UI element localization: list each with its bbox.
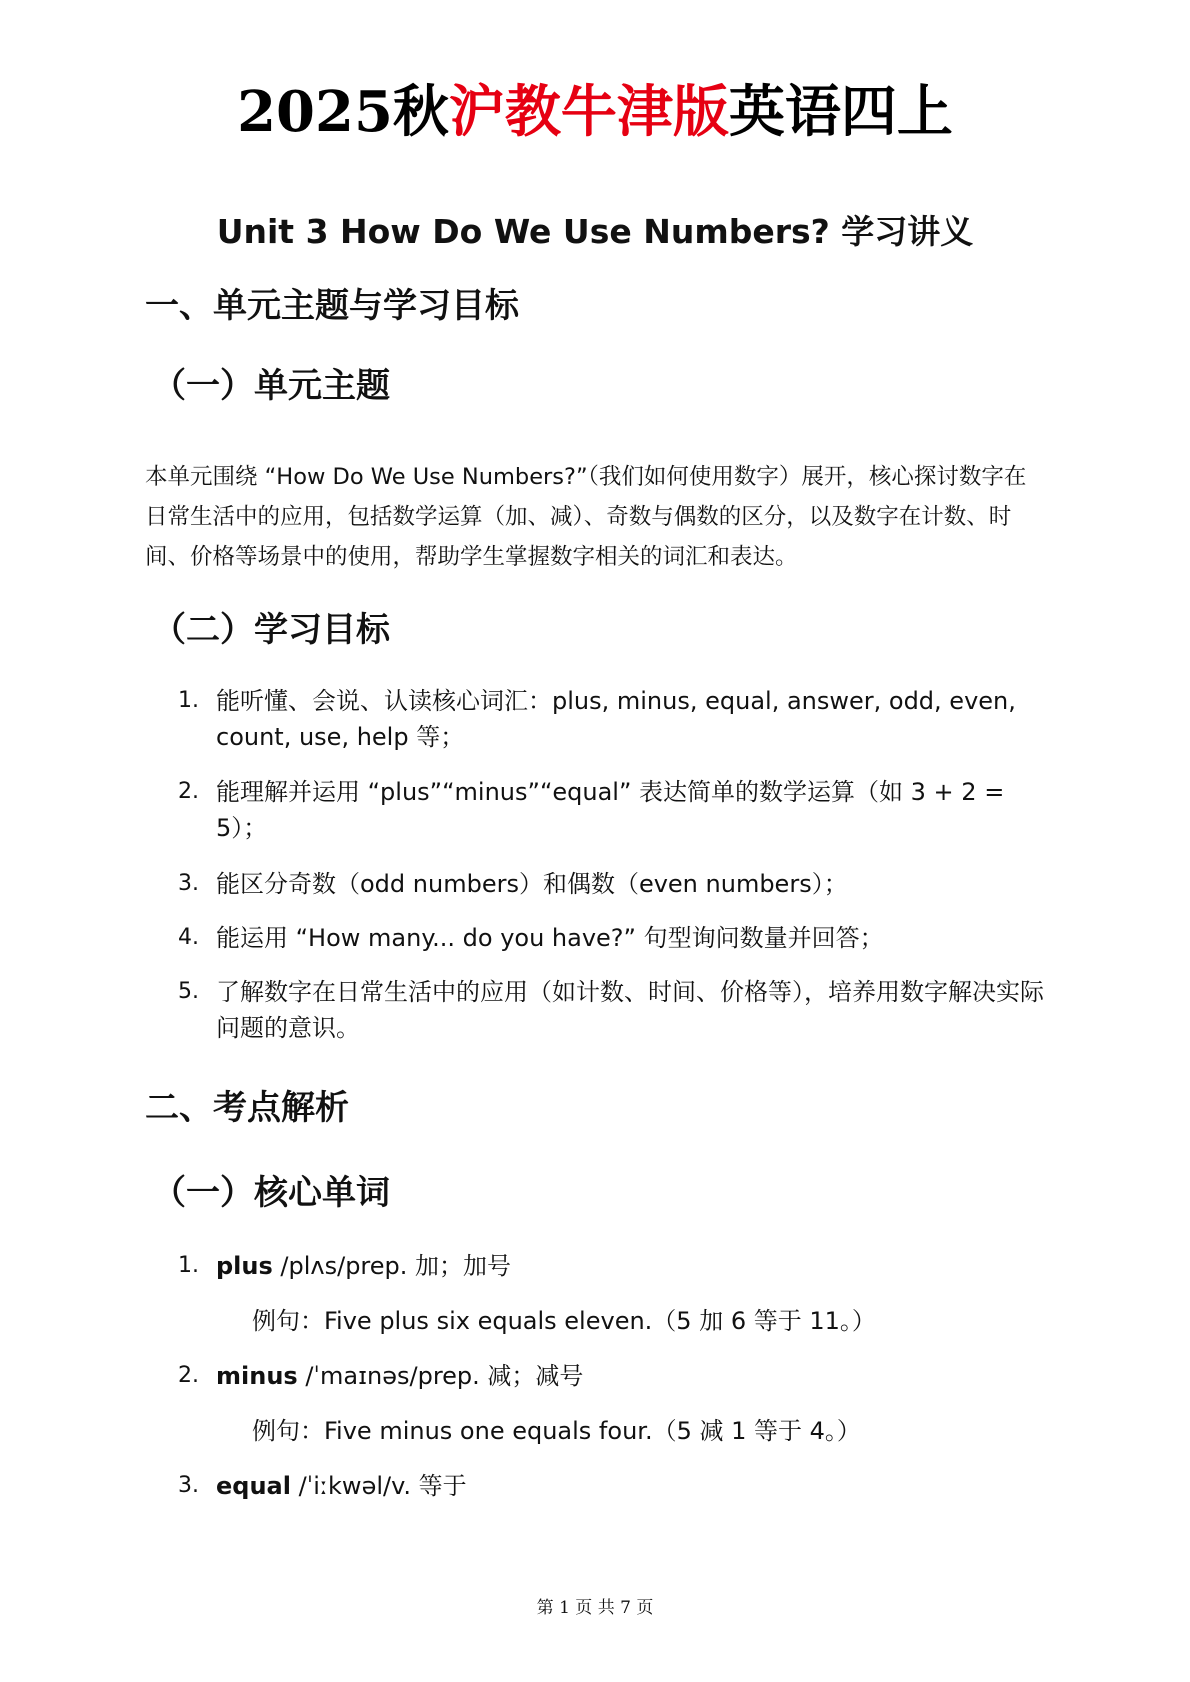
subsection-heading-vocabulary: （一）核心单词 — [152, 1173, 390, 1213]
goal-text: 能听懂、会说、认读核心词汇：plus, minus, equal, answer, odd, even, count, use, help 等； — [216, 687, 1016, 751]
vocab-item — [178, 1468, 1058, 1504]
goal-item — [178, 974, 1058, 1046]
goal-number: 1. — [178, 688, 199, 713]
goal-number: 4. — [178, 925, 199, 950]
goal-number: 3. — [178, 871, 199, 896]
vocab-word: equal — [216, 1472, 291, 1500]
goal-number: 2. — [178, 779, 199, 804]
goal-text: 能理解并运用 “plus”“minus”“equal” 表达简单的数学运算（如 3 + 2 = 5）； — [216, 778, 1005, 842]
vocab-example: 例句：Five minus one equals four.（5 减 1 等于 4。） — [252, 1417, 861, 1445]
subsection-heading-theme: （一）单元主题 — [152, 366, 390, 406]
goal-text: 能区分奇数（odd numbers）和偶数（even numbers）； — [216, 870, 848, 898]
goal-item — [178, 866, 1058, 902]
goal-item — [178, 774, 1058, 846]
vocab-example: 例句：Five plus six equals eleven.（5 加 6 等于 11。） — [252, 1307, 876, 1335]
vocab-number: 3. — [178, 1473, 199, 1498]
vocab-item — [178, 1248, 1058, 1284]
vocab-number: 2. — [178, 1363, 199, 1388]
section-heading-2: 二、考点解析 — [145, 1088, 349, 1128]
goal-text: 了解数字在日常生活中的应用（如计数、时间、价格等），培养用数字解决实际问题的意识。 — [216, 978, 1044, 1042]
title-part-publisher: 沪教牛津版 — [448, 79, 729, 145]
vocab-detail: /plʌs/prep. 加；加号 — [272, 1252, 512, 1280]
goal-item — [178, 920, 1058, 956]
vocab-detail: /ˈmaɪnəs/prep. 减；减号 — [297, 1362, 584, 1390]
subsection-heading-goals: （二）学习目标 — [152, 610, 390, 650]
title-part-year: 2025秋 — [237, 79, 449, 145]
goal-item — [178, 683, 1058, 755]
goal-number: 5. — [178, 979, 199, 1004]
goal-text: 能运用 “How many... do you have?” 句型询问数量并回答； — [216, 924, 884, 952]
page-title — [0, 70, 1190, 154]
page-footer: 第 1 页 共 7 页 — [536, 1598, 654, 1618]
section-heading-1: 一、单元主题与学习目标 — [145, 286, 519, 326]
vocab-word: plus — [216, 1252, 273, 1280]
theme-paragraph: 本单元围绕 “How Do We Use Numbers?”（我们如何使用数字）展开，核心探讨数字在日常生活中的应用，包括数学运算（加、减）、奇数与偶数的区分，以及数字在计数、时间、价格等场景中的使用，帮助学生掌握数字相关的词汇和表达。 — [145, 464, 1027, 570]
subtitle: Unit 3 How Do We Use Numbers? 学习讲义 — [216, 212, 974, 251]
title-part-subject: 英语四上 — [728, 79, 953, 145]
vocab-word: minus — [216, 1362, 298, 1390]
vocab-number: 1. — [178, 1253, 199, 1278]
vocab-item — [178, 1358, 1058, 1394]
vocab-detail: /ˈiːkwəl/v. 等于 — [290, 1472, 467, 1500]
